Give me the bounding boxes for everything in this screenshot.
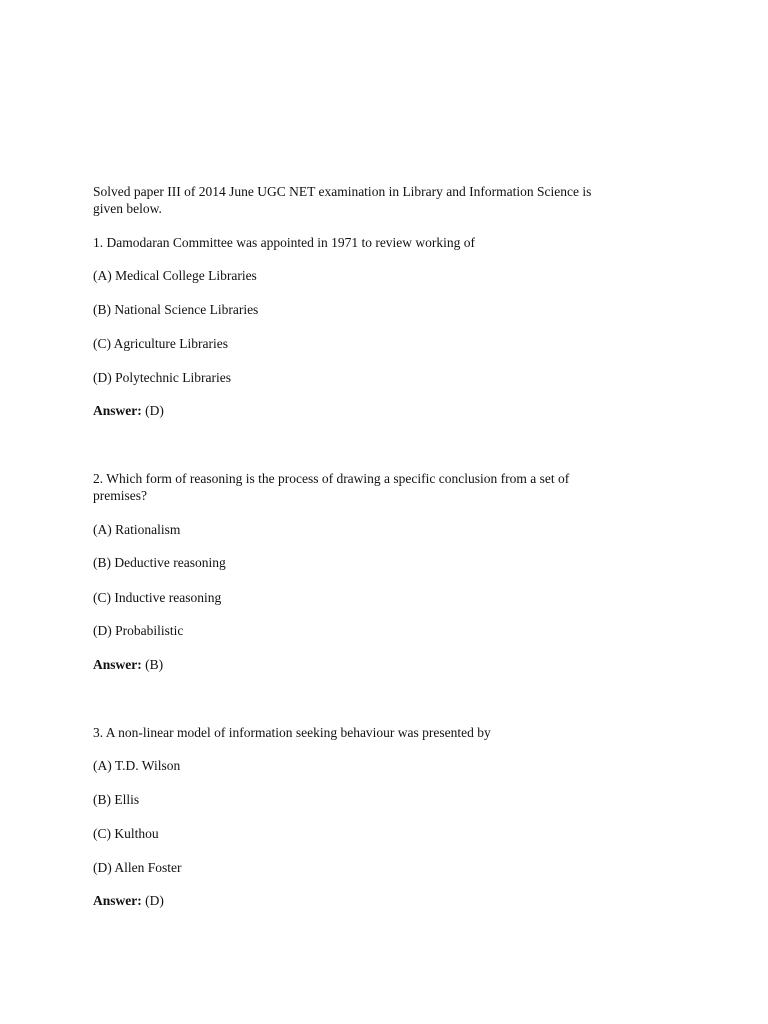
answer-value: (D) [145, 893, 164, 908]
question-3-text: 3. A non-linear model of information seeking behaviour was presented by [93, 725, 491, 740]
question-1-answer [93, 402, 683, 419]
question-1-text: 1. Damodaran Committee was appointed in 1971 to review working of [93, 235, 476, 250]
question-2-option-c: (C) Inductive reasoning [93, 590, 222, 605]
answer-label: Answer: [93, 893, 142, 908]
question-1-option-c: (C) Agriculture Libraries [93, 336, 228, 351]
answer-label: Answer: [93, 657, 142, 672]
question-2-option-d: (D) Probabilistic [93, 623, 184, 638]
question-1-option-b: (B) National Science Libraries [93, 302, 259, 317]
question-2-text-line-1: 2. Which form of reasoning is the process of drawing a specific conclusion from a set of [93, 471, 570, 486]
question-2-text-line-2: premises? [93, 488, 147, 503]
question-3-option-b: (B) Ellis [93, 792, 140, 807]
question-2-option-b: (B) Deductive reasoning [93, 555, 226, 570]
question-2-option-a: (A) Rationalism [93, 522, 181, 537]
question-2-answer [93, 656, 683, 673]
question-3-option-d: (D) Allen Foster [93, 860, 182, 875]
answer-value: (D) [145, 403, 164, 418]
answer-label: Answer: [93, 403, 142, 418]
intro-line-1: Solved paper III of 2014 June UGC NET examination in Library and Information Science is [93, 184, 592, 199]
answer-value: (B) [145, 657, 164, 672]
question-3-answer [93, 892, 683, 909]
question-1-option-d: (D) Polytechnic Libraries [93, 370, 231, 385]
intro-line-2: given below. [93, 201, 162, 216]
question-3-option-a: (A) T.D. Wilson [93, 758, 181, 773]
question-1-option-a: (A) Medical College Libraries [93, 268, 257, 283]
question-3-option-c: (C) Kulthou [93, 826, 159, 841]
